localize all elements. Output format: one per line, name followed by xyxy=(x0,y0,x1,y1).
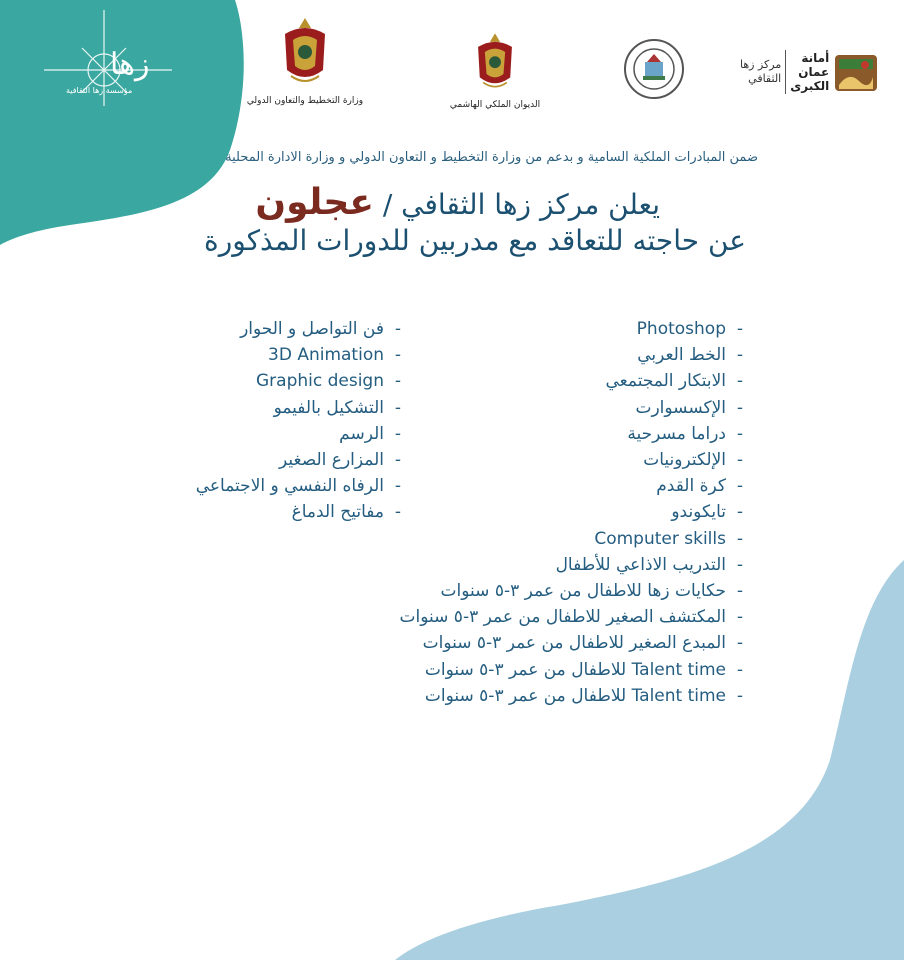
announcement-subtitle: عن حاجته للتعاقد مع مدربين للدورات المذكورة xyxy=(204,224,746,257)
list-item: - التدريب الاذاعي للأطفال xyxy=(400,552,749,578)
list-item: - التشكيل بالفيمو xyxy=(196,395,406,421)
list-marker: - xyxy=(394,319,402,340)
list-marker: - xyxy=(394,450,402,471)
title-city: عجلون xyxy=(255,182,374,223)
list-marker: - xyxy=(736,450,744,471)
list-item: - Talent time للاطفال من عمر ٣-٥ سنوات xyxy=(400,656,749,682)
list-marker: - xyxy=(736,423,744,444)
list-marker: - xyxy=(394,345,402,366)
center-name: مركز زها الثقافي xyxy=(740,58,782,85)
list-item: - مفاتيح الدماغ xyxy=(196,499,406,525)
title-prefix: يعلن مركز زها الثقافي / xyxy=(382,188,660,221)
list-item: - المكتشف الصغير للاطفال من عمر ٣-٥ سنوات xyxy=(400,604,749,630)
list-marker: - xyxy=(394,397,402,418)
list-item: - Computer skills xyxy=(400,526,749,552)
list-marker: - xyxy=(394,502,402,523)
courses-list-left xyxy=(196,316,406,526)
local-administration-logo xyxy=(622,38,686,100)
list-marker: - xyxy=(736,528,744,549)
list-item: - دراما مسرحية xyxy=(400,421,749,447)
ministry-planning-logo xyxy=(240,14,370,106)
list-marker: - xyxy=(736,319,744,340)
list-marker: - xyxy=(736,685,744,706)
list-marker: - xyxy=(394,371,402,392)
courses-list-right xyxy=(400,316,749,709)
list-marker: - xyxy=(736,476,744,497)
zaha-foundation-logo xyxy=(24,8,174,108)
list-marker: - xyxy=(736,345,744,366)
list-item: - Photoshop xyxy=(400,316,749,342)
amana-name: أمانة عمان الكبرى xyxy=(790,51,830,93)
list-item: - الخط العربي xyxy=(400,342,749,368)
list-item: - المبدع الصغير للاطفال من عمر ٣-٥ سنوات xyxy=(400,630,749,656)
list-marker: - xyxy=(736,607,744,628)
royal-crest-icon xyxy=(277,14,333,92)
royal-court-caption: الديوان الملكي الهاشمي xyxy=(449,100,541,110)
list-marker: - xyxy=(736,580,744,601)
svg-text:زها: زها xyxy=(110,47,150,82)
list-marker: - xyxy=(736,502,744,523)
seal-icon xyxy=(623,38,685,100)
list-item: - الإلكترونيات xyxy=(400,447,749,473)
list-marker: - xyxy=(394,423,402,444)
list-item: - كرة القدم xyxy=(400,473,749,499)
list-item: - 3D Animation xyxy=(196,342,406,368)
list-item: - تايكوندو xyxy=(400,499,749,525)
zaha-caption: مؤسسة زها الثقافية xyxy=(66,86,133,95)
announcement-title xyxy=(255,182,660,223)
list-marker: - xyxy=(736,397,744,418)
list-marker: - xyxy=(736,659,744,680)
list-item: - Talent time للاطفال من عمر ٣-٥ سنوات xyxy=(400,683,749,709)
ministry-planning-caption: وزارة التخطيط والتعاون الدولي xyxy=(246,96,364,106)
amana-emblem-icon xyxy=(833,49,879,95)
list-item: - Graphic design xyxy=(196,368,406,394)
royal-court-logo xyxy=(430,30,560,110)
list-marker: - xyxy=(394,476,402,497)
list-marker: - xyxy=(736,633,744,654)
list-item: - الرفاه النفسي و الاجتماعي xyxy=(196,473,406,499)
list-marker: - xyxy=(736,554,744,575)
list-item: - حكايات زها للاطفال من عمر ٣-٥ سنوات xyxy=(400,578,749,604)
list-item: - المزارع الصغير xyxy=(196,447,406,473)
amana-zaha-center-logo xyxy=(740,42,880,102)
list-item: - فن التواصل و الحوار xyxy=(196,316,406,342)
list-item: - الرسم xyxy=(196,421,406,447)
support-statement: ضمن المبادرات الملكية السامية و بدعم من وزارة التخطيط و التعاون الدولي و وزارة الادارة المحلية xyxy=(225,150,758,165)
logo-divider xyxy=(785,50,786,94)
list-marker: - xyxy=(736,371,744,392)
list-item: - الإكسسوارت xyxy=(400,395,749,421)
royal-crest-icon xyxy=(471,30,519,96)
list-item: - الابتكار المجتمعي xyxy=(400,368,749,394)
